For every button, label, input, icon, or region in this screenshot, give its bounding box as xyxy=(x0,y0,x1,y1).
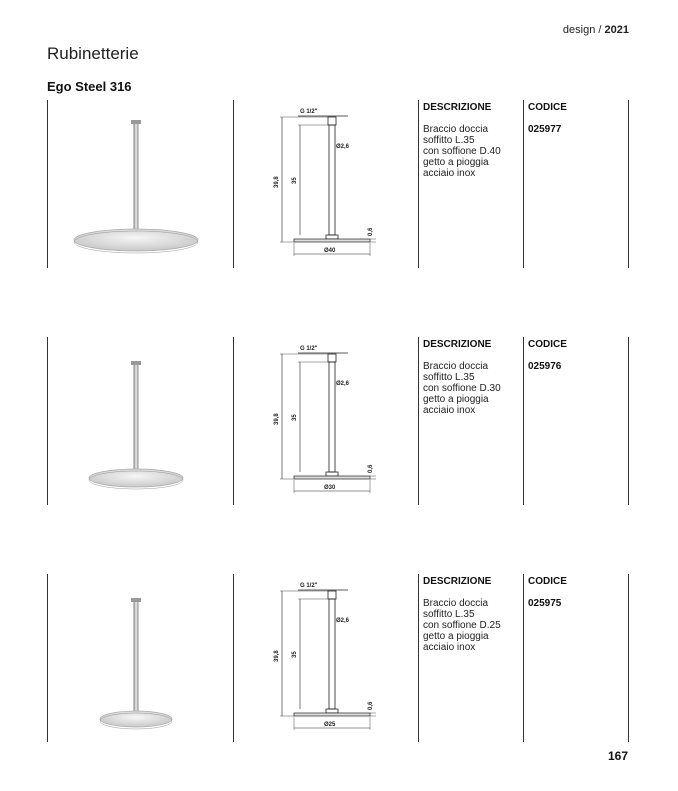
divider xyxy=(418,337,419,505)
code-header: CODICE xyxy=(528,576,567,587)
description-line: Braccio doccia xyxy=(423,361,489,372)
product-description xyxy=(423,124,519,179)
divider xyxy=(523,574,524,742)
divider xyxy=(418,100,419,268)
divider xyxy=(628,337,629,505)
header-year: 2021 xyxy=(604,24,629,36)
thread-label: G 1/2" xyxy=(300,109,318,115)
product-description xyxy=(423,361,519,416)
technical-drawing xyxy=(262,574,382,742)
divider xyxy=(47,574,48,742)
head-thickness-label: 0,6 xyxy=(368,701,374,710)
thread-label: G 1/2" xyxy=(300,346,318,352)
page-number: 167 xyxy=(607,749,628,763)
divider xyxy=(523,100,524,268)
divider xyxy=(233,100,234,268)
divider xyxy=(418,574,419,742)
product-code: 025975 xyxy=(528,598,562,609)
head-thickness-label: 0,6 xyxy=(368,227,374,236)
head-thickness-label: 0,6 xyxy=(368,464,374,473)
code-header: CODICE xyxy=(528,339,567,350)
product-photo xyxy=(56,582,216,738)
divider xyxy=(628,574,629,742)
product-photo xyxy=(56,345,216,501)
section-title: Rubinetterie xyxy=(47,44,139,63)
total-height-label: 39,8 xyxy=(274,650,280,662)
description-line: Braccio doccia xyxy=(423,598,489,609)
pipe-diameter-label: Ø2,6 xyxy=(336,618,350,624)
description-line: con soffione D.40 xyxy=(423,146,501,157)
total-height-label: 39,8 xyxy=(274,176,280,188)
arm-length-label: 35 xyxy=(292,177,298,184)
technical-drawing xyxy=(262,337,382,505)
thread-label: G 1/2" xyxy=(300,583,318,589)
product-row xyxy=(0,574,678,742)
description-line: Braccio doccia xyxy=(423,124,489,135)
description-line: acciaio inox xyxy=(423,405,476,416)
header-prefix: design / xyxy=(562,24,605,36)
divider xyxy=(47,337,48,505)
total-height-label: 39,8 xyxy=(274,413,280,425)
product-row xyxy=(0,337,678,505)
description-line: con soffione D.25 xyxy=(423,620,501,631)
product-row xyxy=(0,100,678,268)
description-line: soffitto L.35 xyxy=(423,372,475,383)
description-line: getto a pioggia xyxy=(423,631,489,642)
divider xyxy=(47,100,48,268)
description-line: getto a pioggia xyxy=(423,157,489,168)
product-title: Ego Steel 316 xyxy=(47,79,132,94)
arm-length-label: 35 xyxy=(292,414,298,421)
description-line: acciaio inox xyxy=(423,168,476,179)
head-diameter-label: Ø30 xyxy=(324,485,336,491)
divider xyxy=(233,574,234,742)
product-description xyxy=(423,598,519,653)
technical-drawing xyxy=(262,100,382,268)
description-line: getto a pioggia xyxy=(423,394,489,405)
description-line: acciaio inox xyxy=(423,642,476,653)
divider xyxy=(523,337,524,505)
description-header: DESCRIZIONE xyxy=(423,339,492,350)
head-diameter-label: Ø40 xyxy=(324,248,336,254)
description-line: soffitto L.35 xyxy=(423,135,475,146)
product-code: 025977 xyxy=(528,124,562,135)
description-line: con soffione D.30 xyxy=(423,383,501,394)
code-header: CODICE xyxy=(528,102,567,113)
pipe-diameter-label: Ø2,6 xyxy=(336,381,350,387)
head-diameter-label: Ø25 xyxy=(324,722,336,728)
page-header xyxy=(563,24,629,36)
arm-length-label: 35 xyxy=(292,651,298,658)
product-photo xyxy=(56,108,216,264)
description-header: DESCRIZIONE xyxy=(423,102,492,113)
pipe-diameter-label: Ø2,6 xyxy=(336,144,350,150)
divider xyxy=(233,337,234,505)
divider xyxy=(628,100,629,268)
product-code: 025976 xyxy=(528,361,562,372)
description-header: DESCRIZIONE xyxy=(423,576,492,587)
description-line: soffitto L.35 xyxy=(423,609,475,620)
